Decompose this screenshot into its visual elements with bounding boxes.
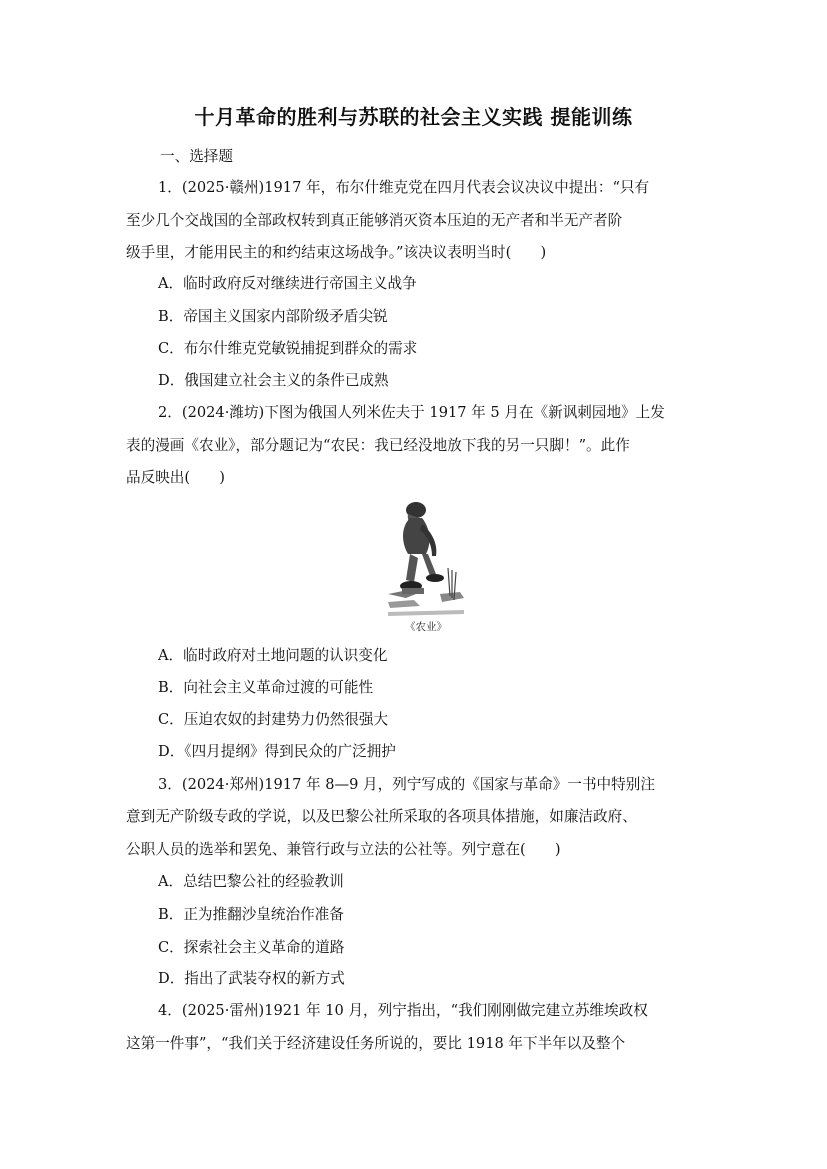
cartoon-figure (386, 498, 466, 636)
q3-stem-line-3: 公职人员的选举和罢免、兼管行政与立法的公社等。列宁意在( ) (126, 841, 561, 858)
q3-option-b: B．正为推翻沙皇统治作准备 (158, 906, 344, 923)
q3-option-c: C．探索社会主义革命的道路 (158, 939, 345, 956)
page-title: 十月革命的胜利与苏联的社会主义实践 提能训练 (194, 105, 633, 129)
q4-stem-line-1: 4．(2025·雷州)1921 年 10 月，列宁指出，“我们刚刚做完建立苏维埃政权 (158, 1002, 648, 1019)
q1-option-c: C．布尔什维克党敏锐捕捉到群众的需求 (158, 340, 418, 357)
q3-stem-line-1: 3．(2024·郑州)1917 年 8—9 月，列宁写成的《国家与革命》一书中特别注 (158, 776, 655, 793)
q2-option-b: B．向社会主义革命过渡的可能性 (158, 679, 374, 696)
q1-stem-line-2: 至少几个交战国的全部政权转到真正能够消灭资本压迫的无产者和半无产者阶 (126, 212, 623, 229)
q1-option-a: A．临时政府反对继续进行帝国主义战争 (158, 275, 417, 292)
q2-stem-line-3: 品反映出( ) (126, 469, 225, 486)
q1-option-d: D．俄国建立社会主义的条件已成熟 (158, 372, 389, 389)
q2-option-c: C．压迫农奴的封建势力仍然很强大 (158, 711, 389, 728)
q2-stem-line-2: 表的漫画《农业》，部分题记为“农民：我已经没地放下我的另一只脚！”。此作 (126, 437, 630, 454)
section-heading: 一、选择题 (160, 148, 233, 165)
q2-option-d: D．《四月提纲》得到民众的广泛拥护 (158, 743, 396, 760)
q1-option-b: B．帝国主义国家内部阶级矛盾尖锐 (158, 308, 388, 325)
q1-stem-line-3: 级手里，才能用民主的和约结束这场战争。”该决议表明当时( ) (126, 244, 547, 261)
peasant-cartoon-illustration (386, 498, 466, 636)
q1-stem-line-1: 1．(2025·赣州)1917 年，布尔什维克党在四月代表会议决议中提出：“只有 (158, 179, 650, 196)
q3-stem-line-2: 意到无产阶级专政的学说，以及巴黎公社所采取的各项具体措施，如廉洁政府、 (126, 808, 637, 825)
q4-stem-line-2: 这第一件事”，“我们关于经济建设任务所说的，要比 1918 年下半年以及整个 (126, 1035, 626, 1052)
figure-caption: 《农业》 (405, 621, 447, 633)
q2-stem-line-1: 2．(2024·潍坊)下图为俄国人列米佐夫于 1917 年 5 月在《新讽刺园地》上发 (158, 404, 665, 421)
q3-option-d: D．指出了武装夺权的新方式 (158, 970, 345, 987)
q3-option-a: A．总结巴黎公社的经验教训 (158, 873, 344, 890)
q2-option-a: A．临时政府对土地问题的认识变化 (158, 647, 388, 664)
